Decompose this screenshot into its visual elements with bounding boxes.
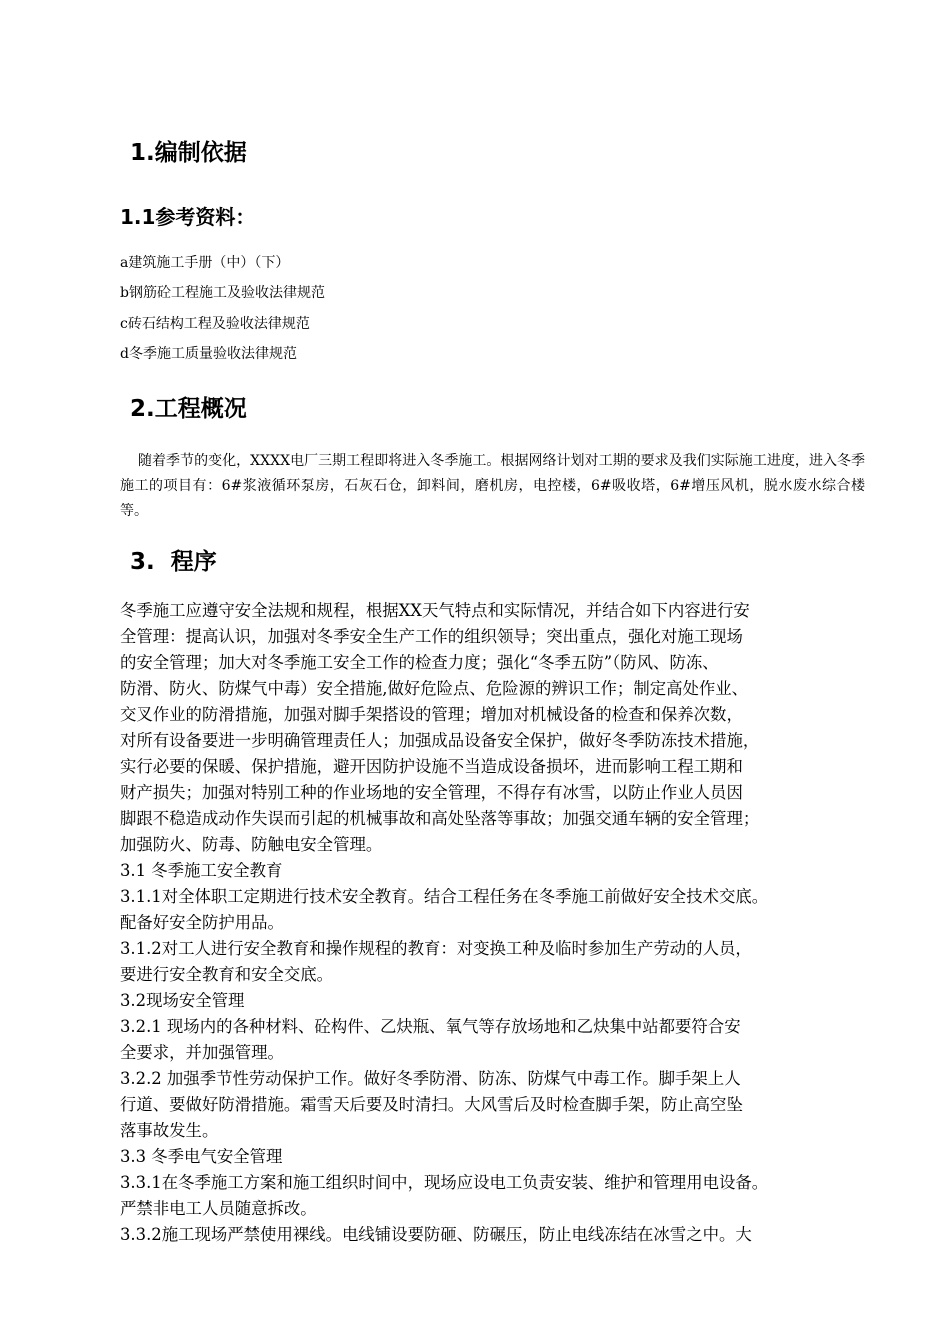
body-line: 3.2.2 加强季节性劳动保护工作。做好冬季防滑、防冻、防煤气中毒工作。脚手架上人 — [120, 1069, 741, 1088]
subsection-heading-3-2: 3.2现场安全管理 — [120, 991, 245, 1010]
body-line: 行道、要做好防滑措施。霜雪天后要及时清扫。大风雪后及时检查脚手架，防止高空坠 — [120, 1095, 743, 1114]
section-2-heading: 2.工程概况 — [130, 396, 247, 422]
body-line: 实行必要的保暖、保护措施，避开因防护设施不当造成设备损坏，进而影响工程工期和 — [120, 757, 743, 776]
body-line: 加强防火、防毒、防触电安全管理。 — [120, 835, 383, 854]
body-line: 的安全管理；加大对冬季施工安全工作的检查力度；强化“冬季五防”（防风、防冻、 — [120, 653, 719, 672]
body-line: 配备好安全防护用品。 — [120, 913, 284, 932]
project-overview-paragraph: 随着季节的变化，XXXX电厂三期工程即将进入冬季施工。根据网络计划对工期的要求及我们实际施工进度，进入冬季施工的项目有：6#浆液循环泵房，石灰石仓，卸料间，磨机房，电控楼，6#吸收塔，6#增压风机，脱水废水综合楼等。 — [120, 453, 865, 519]
body-line: 要进行安全教育和安全交底。 — [120, 965, 334, 984]
body-line: 3.2.1 现场内的各种材料、砼构件、乙炔瓶、氧气等存放场地和乙炔集中站都要符合安 — [120, 1017, 741, 1036]
body-line: 3.1.2对工人进行安全教育和操作规程的教育：对变换工种及临时参加生产劳动的人员， — [120, 939, 752, 958]
body-line: 财产损失；加强对特别工种的作业场地的安全管理，不得存有冰雪，以防止作业人员因 — [120, 783, 743, 802]
subsection-heading-3-3: 3.3 冬季电气安全管理 — [120, 1147, 283, 1166]
body-line: 脚跟不稳造成动作失误而引起的机械事故和高处坠落等事故；加强交通车辆的安全管理； — [120, 809, 760, 828]
subsection-heading-3-1: 3.1 冬季施工安全教育 — [120, 861, 283, 880]
body-line: 全管理：提高认识，加强对冬季安全生产工作的组织领导；突出重点，强化对施工现场 — [120, 627, 743, 646]
body-line: 严禁非电工人员随意拆改。 — [120, 1199, 317, 1218]
body-line: 3.3.1在冬季施工方案和施工组织时间中，现场应设电工负责安装、维护和管理用电设备。 — [120, 1173, 769, 1192]
section-1-heading: 1.编制依据 — [130, 140, 247, 166]
body-line: 落事故发生。 — [120, 1121, 219, 1140]
body-line: 3.1.1对全体职工定期进行技术安全教育。结合工程任务在冬季施工前做好安全技术交底。 — [120, 887, 769, 906]
body-line: 全要求，并加强管理。 — [120, 1043, 284, 1062]
body-line: 交叉作业的防滑措施，加强对脚手架搭设的管理；增加对机械设备的检查和保养次数， — [120, 705, 743, 724]
body-line: 对所有设备要进一步明确管理责任人；加强成品设备安全保护，做好冬季防冻技术措施， — [120, 731, 760, 750]
section-3-heading: 3. 程序 — [130, 549, 217, 575]
reference-item-d: d冬季施工质量验收法律规范 — [120, 346, 297, 362]
section-1-1-heading: 1.1参考资料： — [120, 205, 256, 229]
reference-item-a: a建筑施工手册（中）（下） — [120, 255, 290, 271]
procedure-body — [120, 598, 878, 1248]
body-line: 防滑、防火、防煤气中毒）安全措施,做好危险点、危险源的辨识工作；制定高处作业、 — [120, 679, 749, 698]
reference-item-c: c砖石结构工程及验收法律规范 — [120, 316, 310, 332]
body-line: 3.3.2施工现场严禁使用裸线。电线铺设要防砸、防碾压，防止电线冻结在冰雪之中。大 — [120, 1225, 752, 1244]
reference-item-b: b钢筋砼工程施工及验收法律规范 — [120, 285, 325, 301]
body-line: 冬季施工应遵守安全法规和规程，根据XX天气特点和实际情况，并结合如下内容进行安 — [120, 601, 750, 620]
